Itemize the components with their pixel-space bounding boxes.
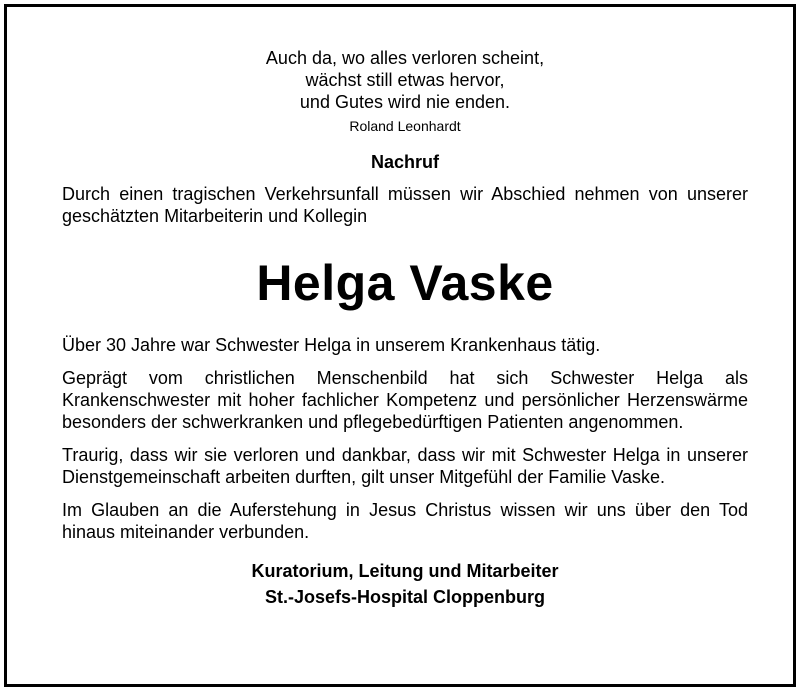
signature-line: St.-Josefs-Hospital Cloppenburg	[264, 587, 545, 607]
quote-line: und Gutes wird nie enden.	[299, 92, 511, 112]
obituary-content	[62, 47, 748, 610]
obituary-frame	[4, 4, 796, 687]
paragraph: Geprägt vom christlichen Menschenbild hat sich Schwester Helga als Krankenschwester mit hoher fachlicher Kompetenz und persönlicher Herzenswärme besonders der schwerkranken und pflegebedürftigen Patienten angenommen.	[62, 368, 748, 432]
quote-author: Roland Leonhardt	[349, 118, 461, 134]
quote-line: Auch da, wo alles verloren scheint,	[265, 48, 545, 68]
quote	[62, 47, 748, 113]
paragraph: Im Glauben an die Auferstehung in Jesus Christus wissen wir uns über den Tod hinaus miteinander verbunden.	[62, 500, 748, 542]
obituary-heading: Nachruf	[370, 152, 439, 172]
deceased-name: Helga Vaske	[256, 255, 554, 311]
signature-line: Kuratorium, Leitung und Mitarbeiter	[251, 561, 559, 581]
quote-line: wächst still etwas hervor,	[305, 70, 505, 90]
intro-text: Durch einen tragischen Verkehrsunfall müssen wir Abschied nehmen von unserer geschätzten Mitarbeiterin und Kollegin	[62, 184, 748, 226]
signature	[62, 558, 748, 610]
paragraph: Traurig, dass wir sie verloren und dankbar, dass wir mit Schwester Helga in unserer Dienstgemeinschaft arbeiten durften, gilt unser Mitgefühl der Familie Vaske.	[62, 445, 748, 487]
paragraph: Über 30 Jahre war Schwester Helga in unserem Krankenhaus tätig.	[62, 335, 601, 355]
